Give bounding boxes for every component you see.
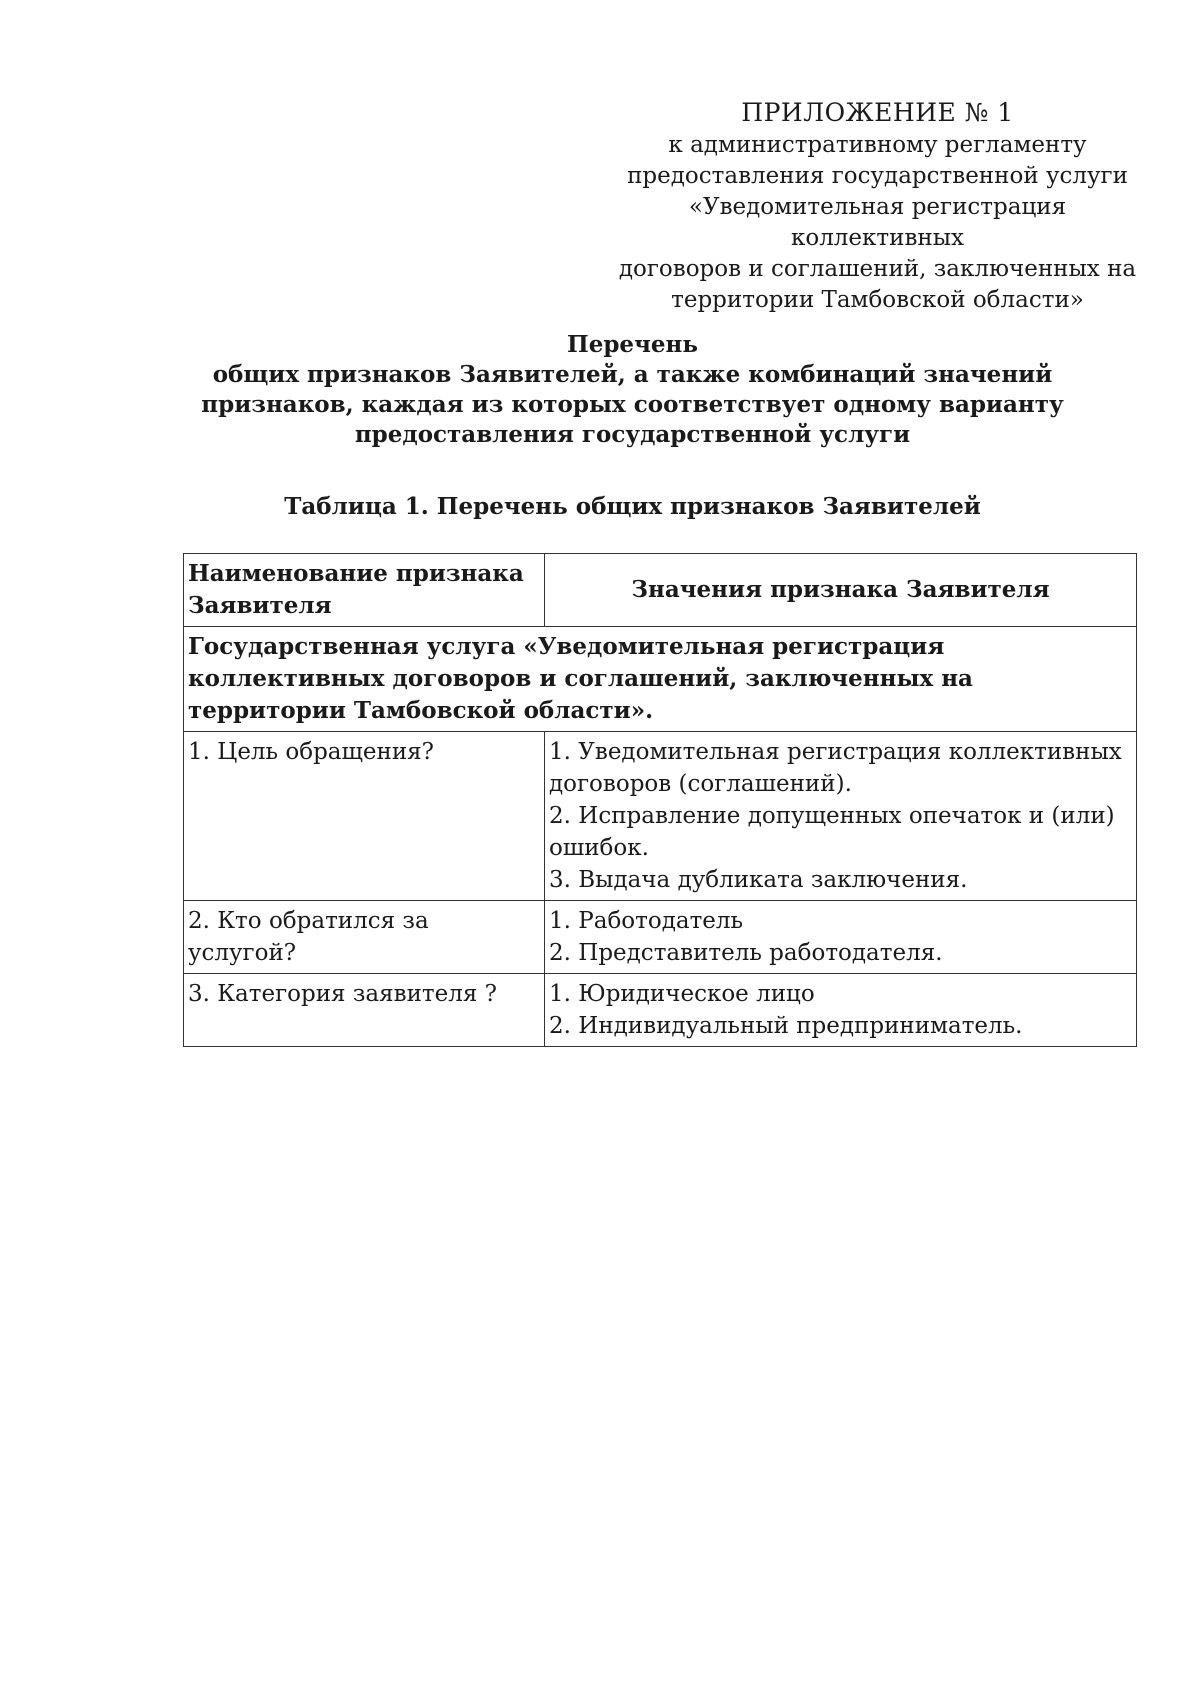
- sign-value: 2. Исправление допущенных опечаток и (или) ошибок.: [549, 803, 1115, 861]
- sign-name-cell: 2. Кто обратился за услугой?: [184, 901, 545, 974]
- table-row: [184, 901, 1137, 974]
- sign-value: 1. Работодатель: [549, 908, 744, 934]
- title-line: общих признаков Заявителей, а также комбинаций значений: [212, 361, 1053, 388]
- sign-value: 2. Представитель работодателя.: [549, 940, 943, 966]
- appendix-heading: ПРИЛОЖЕНИЕ № 1: [741, 98, 1014, 127]
- title-line: предоставления государственной услуги: [354, 421, 911, 448]
- document-title: [180, 330, 1085, 450]
- sign-value: 1. Юридическое лицо: [549, 981, 815, 1007]
- sign-value: 1. Уведомительная регистрация коллективных договоров (соглашений).: [549, 739, 1122, 797]
- header-sign-values: Значения признака Заявителя: [545, 554, 1137, 627]
- appendix-line: предоставления государственной услуги: [627, 163, 1128, 189]
- table-header-row: [184, 554, 1137, 627]
- header-sign-name: Наименование признака Заявителя: [184, 554, 545, 627]
- sign-name-cell: 3. Категория заявителя ?: [184, 974, 545, 1047]
- sign-value: 2. Индивидуальный предприниматель.: [549, 1013, 1023, 1039]
- appendix-line: договоров и соглашений, заключенных на: [618, 256, 1137, 282]
- service-name-cell: Государственная услуга «Уведомительная регистрация коллективных договоров и соглашений, заключенных на территории Тамбовской области».: [184, 627, 1137, 732]
- title-line: признаков, каждая из которых соответствует одному варианту: [201, 391, 1064, 418]
- service-row: [184, 627, 1137, 732]
- appendix-line: к административному регламенту: [668, 132, 1087, 158]
- table-row: [184, 732, 1137, 901]
- applicant-signs-table: [183, 553, 1137, 1047]
- appendix-line: территории Тамбовской области»: [671, 287, 1084, 313]
- sign-value: 3. Выдача дубликата заключения.: [549, 867, 968, 893]
- sign-values-cell: [545, 732, 1137, 901]
- sign-values-cell: [545, 901, 1137, 974]
- appendix-line: «Уведомительная регистрация коллективных: [688, 194, 1067, 251]
- table-row: [184, 974, 1137, 1047]
- sign-name-cell: 1. Цель обращения?: [184, 732, 545, 901]
- appendix-block: [600, 96, 1155, 316]
- sign-values-cell: [545, 974, 1137, 1047]
- title-line: Перечень: [567, 331, 698, 358]
- table-caption: Таблица 1. Перечень общих признаков Заявителей: [284, 493, 981, 520]
